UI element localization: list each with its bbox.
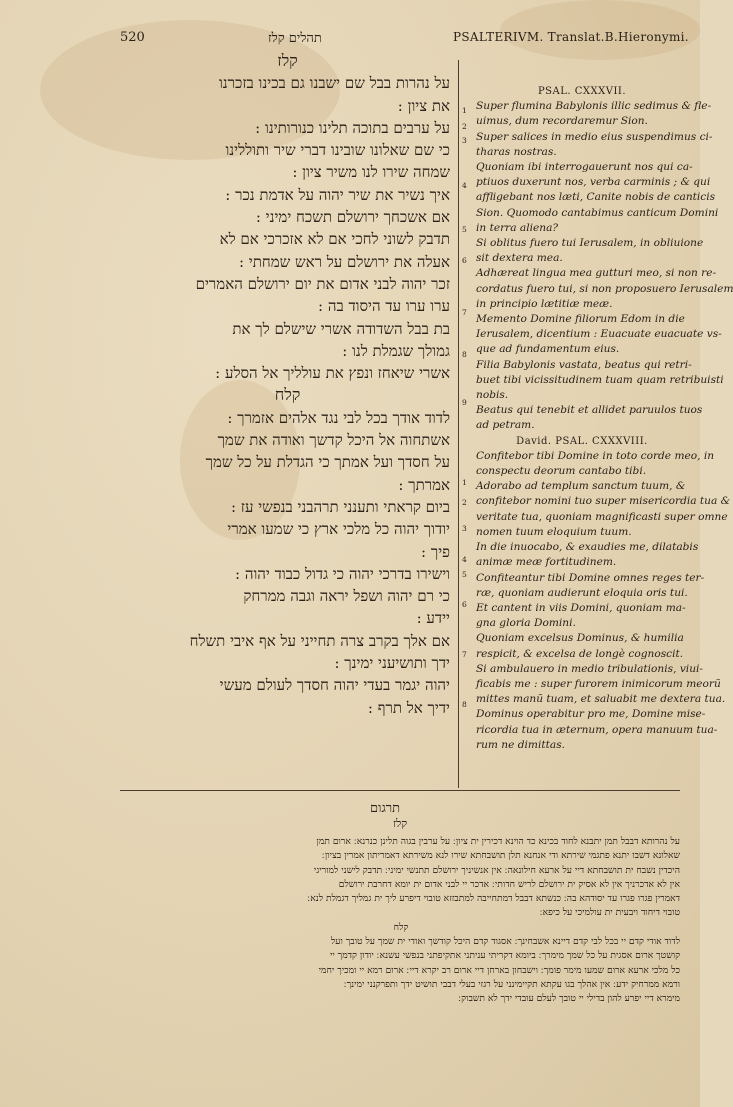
- latin-text-line: ptiuos duxerunt nos, verba carminis ; & qui: [476, 176, 711, 189]
- hebrew-text-line: וישירו בדרכי יהוה כי גדול כבוד יהוה :: [235, 564, 450, 583]
- targum-text-line: ורמא ממרחיק ידע ׃ אין אהלך בגו עקתא תקיימינני על רגזי בעלי דבבי תושיט ידך ותפרקנני ימינך ׃: [343, 978, 680, 990]
- latin-text-line: uimus, dum recordaremur Sion.: [476, 115, 648, 128]
- hebrew-text-line: יידע :: [416, 609, 450, 628]
- latin-text-line: Sion. Quomodo cantabimus canticum Domini: [476, 206, 719, 219]
- targum-psalm-137-number: קלז: [393, 817, 408, 830]
- hebrew-text-line: גמולך שגמלת לנו :: [342, 341, 450, 360]
- latin-text-line: rum ne dimittas.: [476, 738, 565, 751]
- hebrew-text-line: ערו ערו עד היסוד בה :: [318, 297, 450, 316]
- targum-text-line: אין לא אדכרניך אין לא אסיק ית ירושלם לריש חדותי ׃ אדכר יי לבני אדום ית יומא דחרבת ירושלם: [338, 878, 680, 890]
- targum-text-line: טובוי דיחוד ויבעית ית עולמיכי על כיפא ׃: [539, 907, 680, 919]
- hebrew-text-line: אם אלך בקרב צרה תחייני על אף איבי תשלח: [189, 631, 450, 650]
- latin-text-line: In die inuocabo, & exaudies me, dilatabis: [476, 541, 699, 554]
- latin-psalm-138: [476, 449, 731, 753]
- hebrew-text-line: יהוה יגמר בעדי יהוה חסדך לעולם מעשי: [219, 676, 450, 695]
- latin-text-line: Si oblitus fuero tui Ierusalem, in obliuione: [476, 237, 704, 250]
- latin-text-line: respicit, & excelsa de longè cognoscit.: [476, 647, 684, 660]
- hebrew-text-line: ידך ותושיעני ימינך :: [334, 654, 450, 673]
- targum-text-line: קושטך ארום אסגית על כל שמך מימרך ׃ ביומא דקריתי עניתני אתקיפתני בנפשי עשנא ׃ יודון קדמך יי: [329, 950, 680, 962]
- verse-number: 9: [462, 398, 467, 407]
- hebrew-psalm-138: [125, 407, 450, 719]
- latin-psalm-138-heading: David. PSAL. CXXXVIII.: [516, 435, 648, 447]
- hebrew-column: [125, 50, 450, 719]
- latin-text-line: affligebant nos læti, Canite nobis de canticis: [476, 191, 716, 204]
- hebrew-text-line: שמחה שירו לנו משיר ציון :: [292, 163, 450, 182]
- running-head-latin: PSALTERIVM. Translat.B.Hieronymi.: [453, 30, 689, 44]
- latin-psalm-137: [476, 99, 733, 433]
- latin-text-line: ræ, quoniam audierunt eloquia oris tui.: [476, 586, 688, 599]
- latin-text-line: Adorabo ad templum sanctum tuum, &: [476, 480, 686, 493]
- hebrew-text-line: כי שם שאלונו שובינו דברי שיר ותוללינו: [225, 141, 450, 160]
- targum-text-line: לדוד אודי קדם יי בכל לבי קדם דיינא אשבחינך ׃ אסגוד קדם היכל קודשך ואודי ית שמך על טובך ועל: [330, 936, 680, 948]
- latin-text-line: Adhæreat lingua mea gutturi meo, si non re-: [476, 267, 717, 280]
- verse-number: 6: [462, 600, 467, 609]
- targum-text-line: דאמרין פגרו פגרו עד יסודהא בה ׃ כנשתא דבבל דמתחייבה למתבזזא טובוי דיפרע ליך ית גמליך דגמלת לנא ׃: [307, 893, 680, 905]
- hebrew-text-line: בת בבל השדודה אשרי שישלם לך את: [232, 319, 450, 338]
- latin-text-line: Beatus qui tenebit et allidet paruulos tuos: [476, 404, 703, 417]
- hebrew-text-line: פיך :: [421, 542, 450, 561]
- latin-text-line: Super flumina Babylonis illic sedimus & fle-: [476, 100, 712, 113]
- targum-text-line: היכדין נשבח ית תושבחתא דיי על ארעא חילונאה ׃ אין אנשיניך ירושלם תתנשי ימיני ׃ תדבק לישני למוריגי: [313, 864, 680, 876]
- verse-number: 4: [462, 181, 467, 190]
- hebrew-text-line: על ערבים בתוכה תלינו כנורותינו :: [255, 118, 450, 137]
- verse-number: 1: [462, 478, 467, 487]
- latin-text-line: Ierusalem, dicentium : Euacuate euacuate vs-: [476, 328, 722, 341]
- latin-text-line: confitebor nomini tuo super misericordia tua &: [476, 495, 731, 508]
- column-divider: [458, 60, 459, 788]
- latin-text-line: Si ambulauero in medio tribulationis, viui-: [476, 662, 703, 675]
- latin-text-line: nobis.: [476, 389, 509, 402]
- latin-text-line: Confiteantur tibi Domine omnes reges ter-: [476, 571, 705, 584]
- hebrew-text-line: יודוך יהוה כל מלכי ארץ כי שמעו אמרי: [227, 520, 450, 539]
- latin-text-line: Filia Babylonis vastata, beatus qui retri-: [476, 358, 692, 371]
- latin-text-line: buet tibi vicissitudinem tuam quam retribuisti: [476, 373, 724, 386]
- targum-text: [122, 835, 680, 1007]
- latin-text-line: Dominus operabitur pro me, Domine mise-: [476, 708, 706, 721]
- hebrew-text-line: זכר יהוה לבני אדום את יום ירושלם האמרים: [195, 274, 450, 293]
- hebrew-text-line: אמרתך :: [398, 475, 450, 494]
- verse-number: 5: [462, 225, 467, 234]
- latin-text-line: Memento Domine filiorum Edom in die: [476, 313, 685, 326]
- latin-text-line: que ad fundamentum eius.: [476, 343, 620, 356]
- latin-text-line: tharas nostras.: [476, 145, 557, 158]
- latin-text-line: Super salices in medio eius suspendimus ci-: [476, 130, 713, 143]
- latin-text-line: ricordia tua in æternum, opera manuum tua-: [476, 723, 718, 736]
- verse-number: 8: [462, 350, 467, 359]
- hebrew-text-line: אעלה את ירושלם על ראש שמחתי :: [238, 252, 450, 271]
- hebrew-text-line: אשרי שיאחז ונפץ את עולליך אל הסלע :: [215, 364, 450, 383]
- latin-text-line: cordatus fuero tui, si non proposuero Ierusalem: [476, 282, 733, 295]
- latin-text-line: in terra aliena?: [476, 221, 559, 234]
- hebrew-text-line: את ציון :: [397, 96, 450, 115]
- running-head-hebrew: תהלים קלז: [268, 31, 322, 46]
- hebrew-text-line: לדוד אודך בכל לבי נגד אלהים אזמרך :: [227, 408, 450, 427]
- latin-text-line: conspectu deorum cantabo tibi.: [476, 465, 647, 478]
- verse-number: 7: [462, 308, 467, 317]
- latin-text-line: Et cantent in viis Domini, quoniam ma-: [476, 601, 686, 614]
- latin-text-line: mittes manũ tuam, et saluabit me dextera tua.: [476, 693, 726, 706]
- hebrew-text-line: אשתחוה אל היכל קדשך ואודה את שמך: [217, 431, 450, 450]
- latin-text-line: Quoniam ibi interrogauerunt nos qui ca-: [476, 161, 693, 174]
- hebrew-text-line: תדבק לשוני לחכי אם לא אזכרכי אם לא: [219, 230, 450, 249]
- latin-text-line: sit dextera mea.: [476, 252, 563, 265]
- verse-number: 2: [462, 498, 467, 507]
- hebrew-text-line: איך נשיר את שיר יהוה על אדמת נכר :: [225, 185, 450, 204]
- targum-text-line: מימרא דיי יפרע להון בדילי יי טובך לעלם עובדי ידך לא תשבוק ׃: [458, 993, 680, 1005]
- targum-divider: [120, 790, 680, 791]
- latin-text-line: gna gloria Domini.: [476, 617, 576, 630]
- verse-number: 6: [462, 256, 467, 265]
- hebrew-text-line: ידיך אל תרף :: [367, 698, 450, 717]
- latin-text-line: Confitebor tibi Domine in toto corde meo, in: [476, 449, 715, 462]
- hebrew-psalm-137: [125, 72, 450, 384]
- latin-text-line: Quoniam excelsus Dominus, & humilia: [476, 632, 684, 645]
- psalm-number-138: קלח: [274, 385, 301, 405]
- page-number: 520: [120, 30, 145, 45]
- targum-psalm-137: [122, 835, 680, 921]
- hebrew-text-line: על חסדך ועל אמתך כי הגדלת על כל שמך: [205, 453, 450, 472]
- targum-text-line: כל מלכי ארעא ארום שמעו מימר פומך ׃ וישבחון בארחן דיי ארום רב יקרא דיי ׃ ארום רמא יי ומכיך יחמי: [318, 964, 680, 976]
- latin-psalm-137-heading: PSAL. CXXXVII.: [537, 86, 627, 97]
- latin-text-line: nomen tuum eloquium tuum.: [476, 525, 632, 538]
- targum-psalm-138: [122, 935, 680, 1006]
- targum-text-line: שאלונא דשבו יתנא פתגמי שירתא ודי אנחנא תלן תושבחתא שירו לנא משירתא דאמריתון אמרין בציון ׃: [321, 850, 680, 862]
- targum-psalm-138-number: קלח: [393, 921, 409, 933]
- hebrew-text-line: ביום קראתי ותענני תרהבני בנפשי עז :: [230, 497, 450, 516]
- latin-text-line: ficabis me : super furorem inimicorum meorũ: [476, 677, 721, 690]
- verse-number: 3: [462, 524, 467, 533]
- verse-number: 8: [462, 700, 467, 709]
- verse-number: 7: [462, 650, 467, 659]
- hebrew-text-line: אם אשכחך ירושלם תשכח ימיני :: [255, 208, 450, 227]
- psalm-number-137: קלז: [277, 51, 298, 70]
- latin-text-line: animæ meæ fortitudinem.: [476, 556, 617, 569]
- latin-text-line: ad petram.: [476, 419, 535, 432]
- verse-number: 3: [462, 136, 467, 145]
- latin-text-line: in principio lætitiæ meæ.: [476, 297, 613, 310]
- verse-number: 5: [462, 570, 467, 579]
- hebrew-text-line: על נהרות בבל שם ישבנו גם בכינו בזכרנו: [218, 74, 450, 93]
- targum-title: תרגום: [370, 801, 401, 816]
- hebrew-text-line: כי רם יהוה ושפל יראה וגבה ממרחק: [243, 587, 450, 606]
- verse-number: 1: [462, 106, 467, 115]
- verse-number: 4: [462, 555, 467, 564]
- verse-number: 2: [462, 122, 467, 131]
- latin-column: [476, 84, 733, 753]
- targum-text-line: על נהרותא דבבל תמן יתבנא לחוד בכינא כד הוינא דכירין ית ציון ׃ על ערבין בגוה תלינן כנרנא ׃ ארום תמן: [316, 836, 680, 847]
- latin-text-line: veritate tua, quoniam magnificasti super omne: [476, 510, 728, 523]
